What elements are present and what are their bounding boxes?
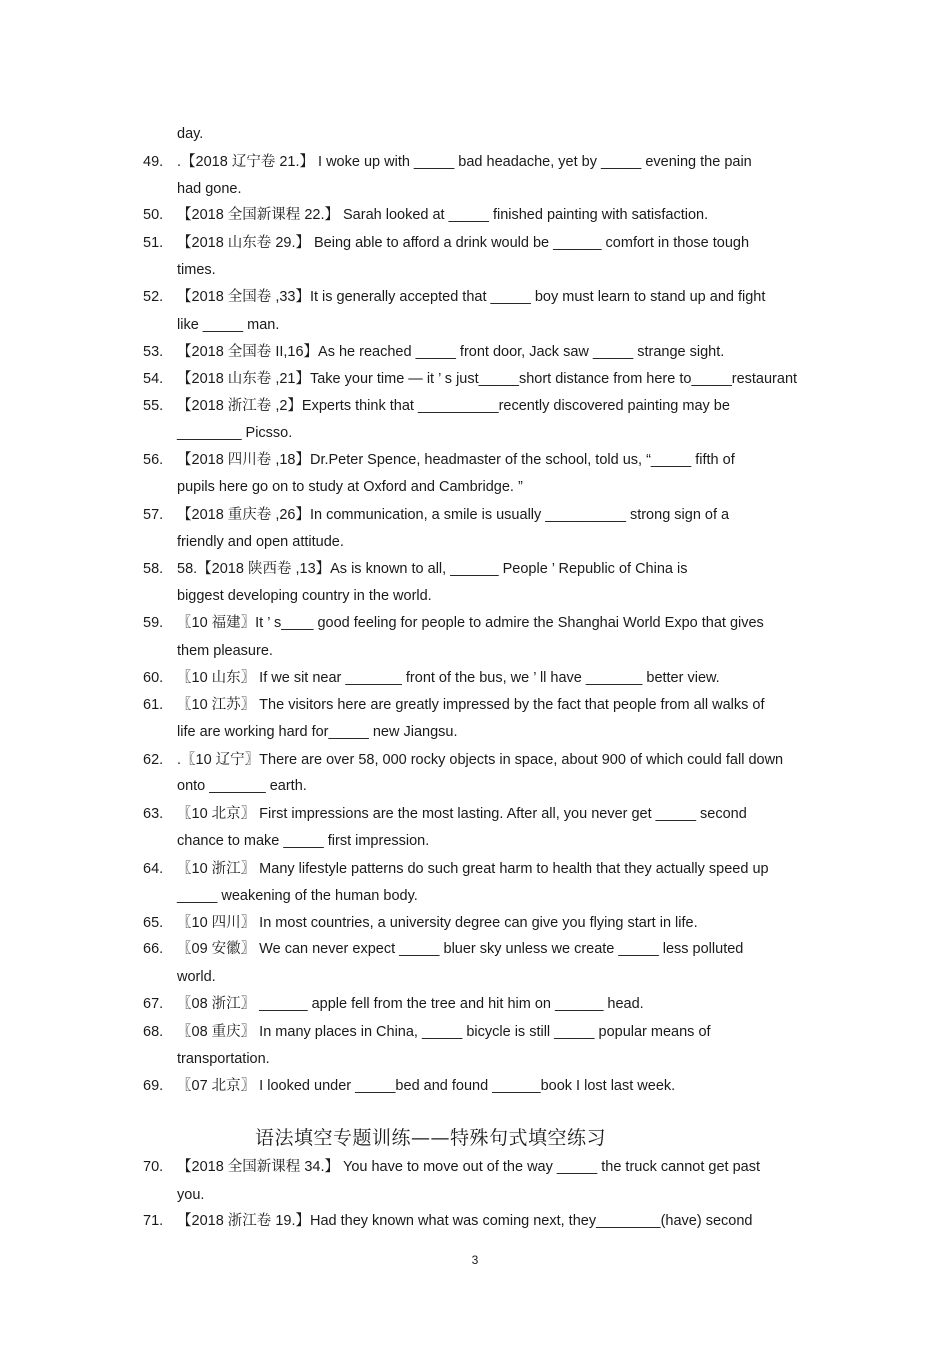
text-line: 【2018 山东卷 29.】 Being able to afford a drink would be ______ comfort in those tough [177,235,750,251]
item-number: 56. [143,452,164,468]
text-line: 【2018 全国卷 ,33】It is generally accepted that _____ boy must learn to stand up and fight [177,289,766,305]
text-line: 〖10 四川〗 In most countries, a university degree can give you flying start in life. [177,915,698,931]
item-number: 63. [143,806,164,822]
text-line: 〖07 北京〗 I looked under _____bed and found ______book I lost last week. [177,1078,676,1094]
item-number: 65. [143,915,164,931]
text-line: pupils here go on to study at Oxford and Cambridge. ” [177,479,523,495]
text-line: life are working hard for_____ new Jiangsu. [177,724,458,740]
page-number: 3 [471,1253,479,1267]
text-line: onto _______ earth. [177,778,307,794]
item-number: 66. [143,941,164,957]
text-line: day. [177,126,204,142]
item-number: 57. [143,507,164,523]
text-line: friendly and open attitude. [177,534,344,550]
item-number: 51. [143,235,164,251]
item-number: 53. [143,344,164,360]
text-line: 【2018 山东卷 ,21】Take your time — it ’ s just_____short distance from here to_____restaurant [177,371,798,387]
item-number: 54. [143,371,164,387]
text-line: 〖09 安徽〗 We can never expect _____ bluer sky unless we create _____ less polluted [177,941,744,957]
text-line: _____ weakening of the human body. [177,888,418,904]
text-line: 58.【2018 陕西卷 ,13】As is known to all, ______ People ’ Republic of China is [177,561,688,577]
text-line: 〖10 山东〗 If we sit near _______ front of the bus, we ’ ll have _______ better view. [177,670,720,686]
text-line: 〖10 浙江〗 Many lifestyle patterns do such great harm to health that they actually speed up [177,861,769,877]
text-line: 【2018 全国卷 II,16】As he reached _____ front door, Jack saw _____ strange sight. [177,344,725,360]
text-line: 〖08 重庆〗 In many places in China, _____ bicycle is still _____ popular means of [177,1024,711,1040]
section-title: 语法填空专题训练——特殊句式填空练习 [255,1127,607,1149]
text-line: ________ Picsso. [177,425,293,441]
item-number: 61. [143,697,164,713]
text-line: 〖08 浙江〗 ______ apple fell from the tree and hit him on ______ head. [177,996,644,1012]
text-line: 【2018 重庆卷 ,26】In communication, a smile is usually __________ strong sign of a [177,507,730,523]
text-line: .【2018 辽宁卷 21.】 I woke up with _____ bad headache, yet by _____ evening the pain [177,154,752,170]
item-number: 55. [143,398,164,414]
item-number: 64. [143,861,164,877]
text-line: 【2018 四川卷 ,18】Dr.Peter Spence, headmaster of the school, told us, “_____ fifth of [177,452,735,468]
item-number: 50. [143,207,164,223]
text-line: .〖10 辽宁〗There are over 58, 000 rocky objects in space, about 900 of which could fall down [177,752,784,768]
text-line: had gone. [177,181,242,197]
item-number: 59. [143,615,164,631]
text-line: them pleasure. [177,643,273,659]
text-line: 〖10 江苏〗 The visitors here are greatly impressed by the fact that people from all walks of [177,697,765,713]
text-line: 【2018 浙江卷 ,2】Experts think that __________recently discovered painting may be [177,398,730,414]
item-number: 71. [143,1213,164,1229]
item-number: 58. [143,561,164,577]
text-line: 〖10 福建〗It ’ s____ good feeling for people to admire the Shanghai World Expo that gives [177,615,764,631]
item-number: 69. [143,1078,164,1094]
item-number: 67. [143,996,164,1012]
item-number: 49. [143,154,164,170]
text-line: transportation. [177,1051,270,1067]
text-line: biggest developing country in the world. [177,588,432,604]
item-number: 70. [143,1159,164,1175]
text-line: times. [177,262,216,278]
text-line: you. [177,1187,205,1203]
item-number: 60. [143,670,164,686]
text-line: world. [177,969,216,985]
text-line: 【2018 全国新课程 22.】 Sarah looked at _____ finished painting with satisfaction. [177,207,709,223]
text-line: chance to make _____ first impression. [177,833,430,849]
text-line: 【2018 浙江卷 19.】Had they known what was coming next, they________(have) second [177,1213,753,1229]
text-line: 〖10 北京〗 First impressions are the most lasting. After all, you never get _____ second [177,806,747,822]
text-line: like _____ man. [177,317,280,333]
item-number: 62. [143,752,164,768]
item-number: 52. [143,289,164,305]
text-line: 【2018 全国新课程 34.】 You have to move out of the way _____ the truck cannot get past [177,1159,761,1175]
item-number: 68. [143,1024,164,1040]
